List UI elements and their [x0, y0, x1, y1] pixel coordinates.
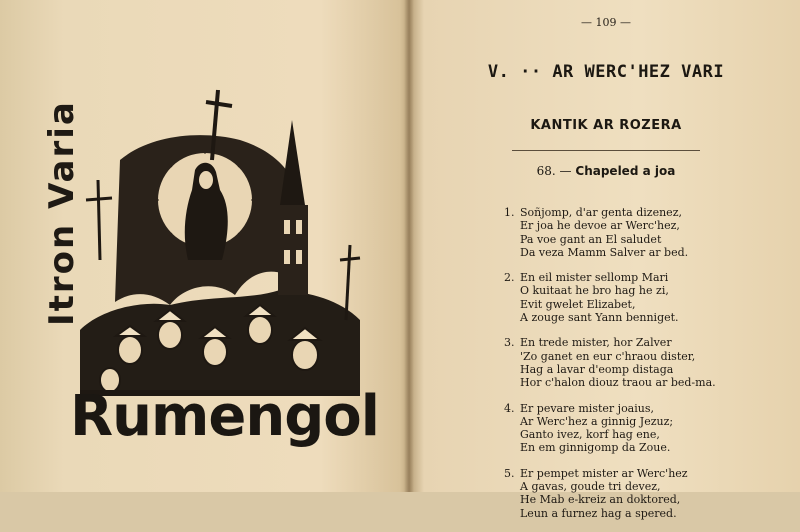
- bottom-title: Rumengol: [70, 384, 379, 449]
- verse-line: O kuitaat he bro hag he zi,: [520, 284, 669, 298]
- verse-number: 3.: [504, 336, 515, 350]
- verse-number: 2.: [504, 271, 515, 285]
- verse-line: Er joa he devoe ar Werc'hez,: [520, 219, 680, 233]
- verse-line: En em ginnigomp da Zoue.: [520, 441, 671, 455]
- hymn-name: Chapeled a joa: [575, 164, 676, 178]
- left-page: [0, 0, 408, 492]
- verse: [504, 402, 784, 455]
- hymn-title: [412, 164, 800, 178]
- verse-number: 4.: [504, 401, 515, 415]
- verse-line: Da veza Mamm Salver ar bed.: [520, 245, 689, 259]
- page-number: — 109 —: [581, 16, 631, 29]
- hymn-number: 68. —: [536, 164, 572, 178]
- verse: [504, 336, 784, 389]
- verse-lines: [520, 206, 688, 259]
- right-page: [412, 0, 800, 520]
- section-title: V. ·· AR WERC'HEZ VARI: [487, 62, 725, 82]
- verse-line: Leun a furnez hag a spered.: [520, 506, 677, 520]
- verse-line: 'Zo ganet en eur c'hraou dister,: [520, 349, 696, 363]
- verse-line: Hag a lavar d'eomp distaga: [520, 362, 674, 376]
- church-spire: [280, 120, 305, 205]
- verse-line: En eil mister sellomp Mari: [520, 271, 669, 285]
- divider-rule: [512, 150, 700, 151]
- subsection-title: KANTIK AR ROZERA: [530, 118, 682, 133]
- verses-list: [504, 206, 784, 532]
- verse: [504, 271, 784, 324]
- verse-line: He Mab e-kreiz an doktored,: [520, 493, 681, 507]
- verse-line: Pa voe gant an El saludet: [520, 232, 662, 246]
- verse-line: A zouge sant Yann benniget.: [520, 311, 679, 325]
- verse-line: Ganto ivez, korf hag ene,: [520, 428, 660, 442]
- verse-lines: [520, 402, 673, 455]
- verse-lines: [520, 467, 688, 520]
- verse-number: 1.: [504, 206, 515, 219]
- verse: [504, 206, 784, 259]
- verse: [504, 467, 784, 520]
- verse-number: 5.: [504, 466, 515, 480]
- verse-lines: [520, 336, 716, 389]
- vertical-title: Itron Varia: [42, 100, 82, 326]
- verse-line: En trede mister, hor Zalver: [520, 336, 672, 350]
- verse-line: Hor c'halon diouz traou ar bed-ma.: [520, 376, 716, 390]
- verse-line: A gavas, goude tri devez,: [520, 480, 661, 494]
- verse-line: Er pempet mister ar Werc'hez: [520, 466, 688, 480]
- verse-line: Evit gwelet Elizabet,: [520, 297, 636, 311]
- verse-line: Soñjomp, d'ar genta dizenez,: [520, 206, 682, 219]
- verse-lines: [520, 271, 679, 324]
- verse-line: Er pevare mister joaius,: [520, 401, 654, 415]
- verse-line: Ar Werc'hez a ginnig Jezuz;: [520, 414, 674, 428]
